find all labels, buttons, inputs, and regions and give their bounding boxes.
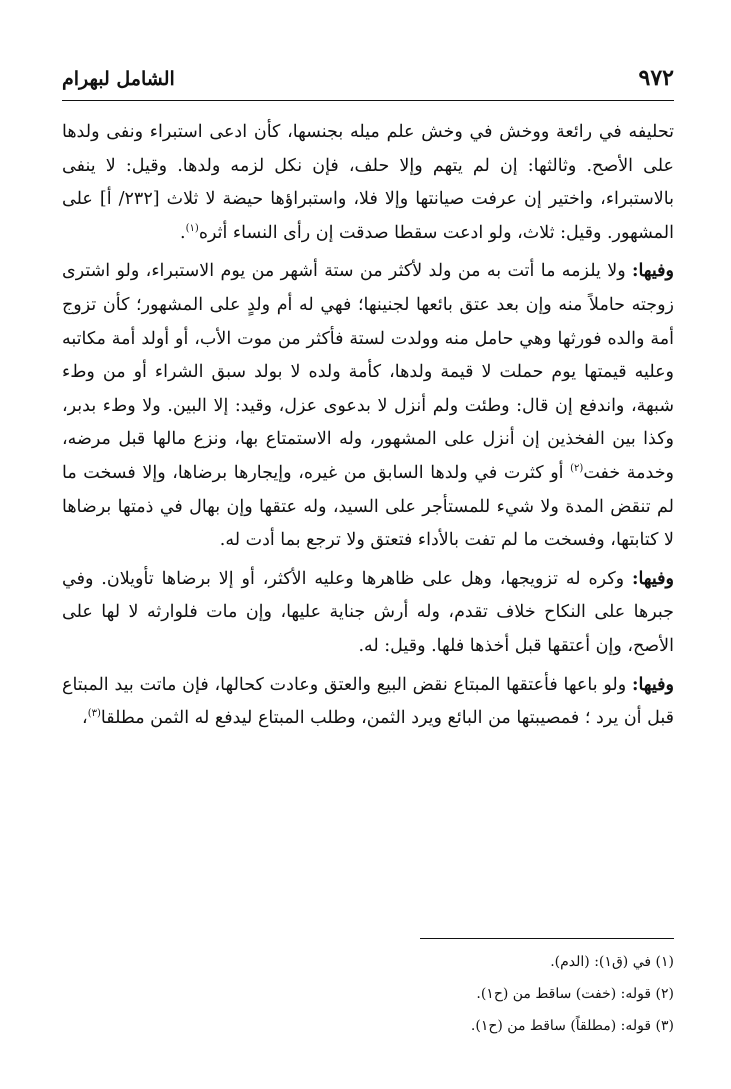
paragraph-2 [62,255,674,557]
footnote-1: (١) في (ق١): (الدم). [550,954,674,970]
footnote-ref-2: (٢) [570,463,584,475]
paragraph-1-text: تحليفه في رائعة ووخش في وخش علم ميله بجنسها، كأن ادعى استبراء ونفى ولدها على الأصح. وثالثها: إن لم يتهم وإلا حلف، فإن نكل لزمه ولدها. وقيل: لا ينفى بالاستبراء، واختير إن عرفت صيانتها وإلا فلا، واستبراؤها حيضة لا ثلاث [٢٣٢/ أ] على المشهور. وقيل: ثلاث، ولو ادعت سقطا صدقت إن رأى النساء أثره [62,122,674,243]
page-header [62,64,674,96]
footnote-3: (٣) قوله: (مطلقاً) ساقط من (ح١). [470,1018,674,1034]
paragraph-1 [62,116,674,250]
paragraph-4-keyword: وفيها: [632,674,674,695]
page-number: ٩٧٢ [638,65,674,91]
paragraph-4 [62,669,674,736]
paragraph-1-tail: . [180,222,186,243]
running-title: الشامل لبهرام [62,68,175,90]
footnote-divider [420,938,674,939]
paragraph-4-text: ولو باعها فأعتقها المبتاع نقض البيع والعتق وعادت كحالها، فإن ماتت بيد المبتاع قبل أن يرد ؛ فمصيبتها من البائع ويرد الثمن، وطلب المبتاع ليدفع له الثمن مطلقا [62,674,674,729]
footnote-2: (٢) قوله: (خفت) ساقط من (ح١). [476,986,674,1002]
paragraph-4-tail: ، [82,708,88,729]
footnote-ref-3: (٣) [87,708,101,720]
paragraph-3-keyword: وفيها: [632,568,674,589]
footnote-ref-1: (١) [185,222,199,234]
header-divider [62,100,674,101]
paragraph-3-text: وكره له تزويجها، وهل على ظاهرها وعليه الأكثر، أو إلا برضاها تأويلان. وفي جبرها على النكاح خلاف تقدم، وله أرش جناية عليها، وإن مات فلوارثه لا لها على الأصح، وإن أعتقها قبل أخذها فلها. وقيل: له. [62,568,674,656]
main-text [62,116,674,741]
footnotes [62,946,674,1042]
paragraph-3 [62,563,674,664]
paragraph-2-keyword: وفيها: [632,261,674,282]
paragraph-2-text: ولا يلزمه ما أتت به من ولد لأكثر من ستة أشهر من يوم الاستبراء، ولو اشترى زوجته حاملاً منه وإن بعد عتق بائعها لجنينها؛ فهي له أم ولدٍ على المشهور؛ كأن تزوج أمة والده فورثها وهي حامل منه وولدت لستة فأكثر من موت الأب، أو أولد أمة مكاتبه وعليه قيمتها يوم حملت لا قيمة ولدها، كأمة ولده لا بولد سبق الشراء أو من وطء شبهة، واندفع إن قال: وطئت ولم أنزل لا بدعوى عزل، وقيد: إلا البين. ولا وطء بدبر، وكذا بين الفخذين إن أنزل على المشهور، وله الاستمتاع بها، ونزع مالها قبل مرضه، وخدمة خفت [62,261,674,483]
paragraph-2-tail: أو كثرت في ولدها السابق من غيره، وإيجارها برضاها، وإلا فسخت ما لم تنقض المدة ولا شيء للمستأجر على السيد، وله عتقها وإن بهال في ذمتها برضاها لا كتابتها، وفسخت ما لم تفت بالأداء فتعتق ولا ترجع بما أدت له. [62,462,674,551]
